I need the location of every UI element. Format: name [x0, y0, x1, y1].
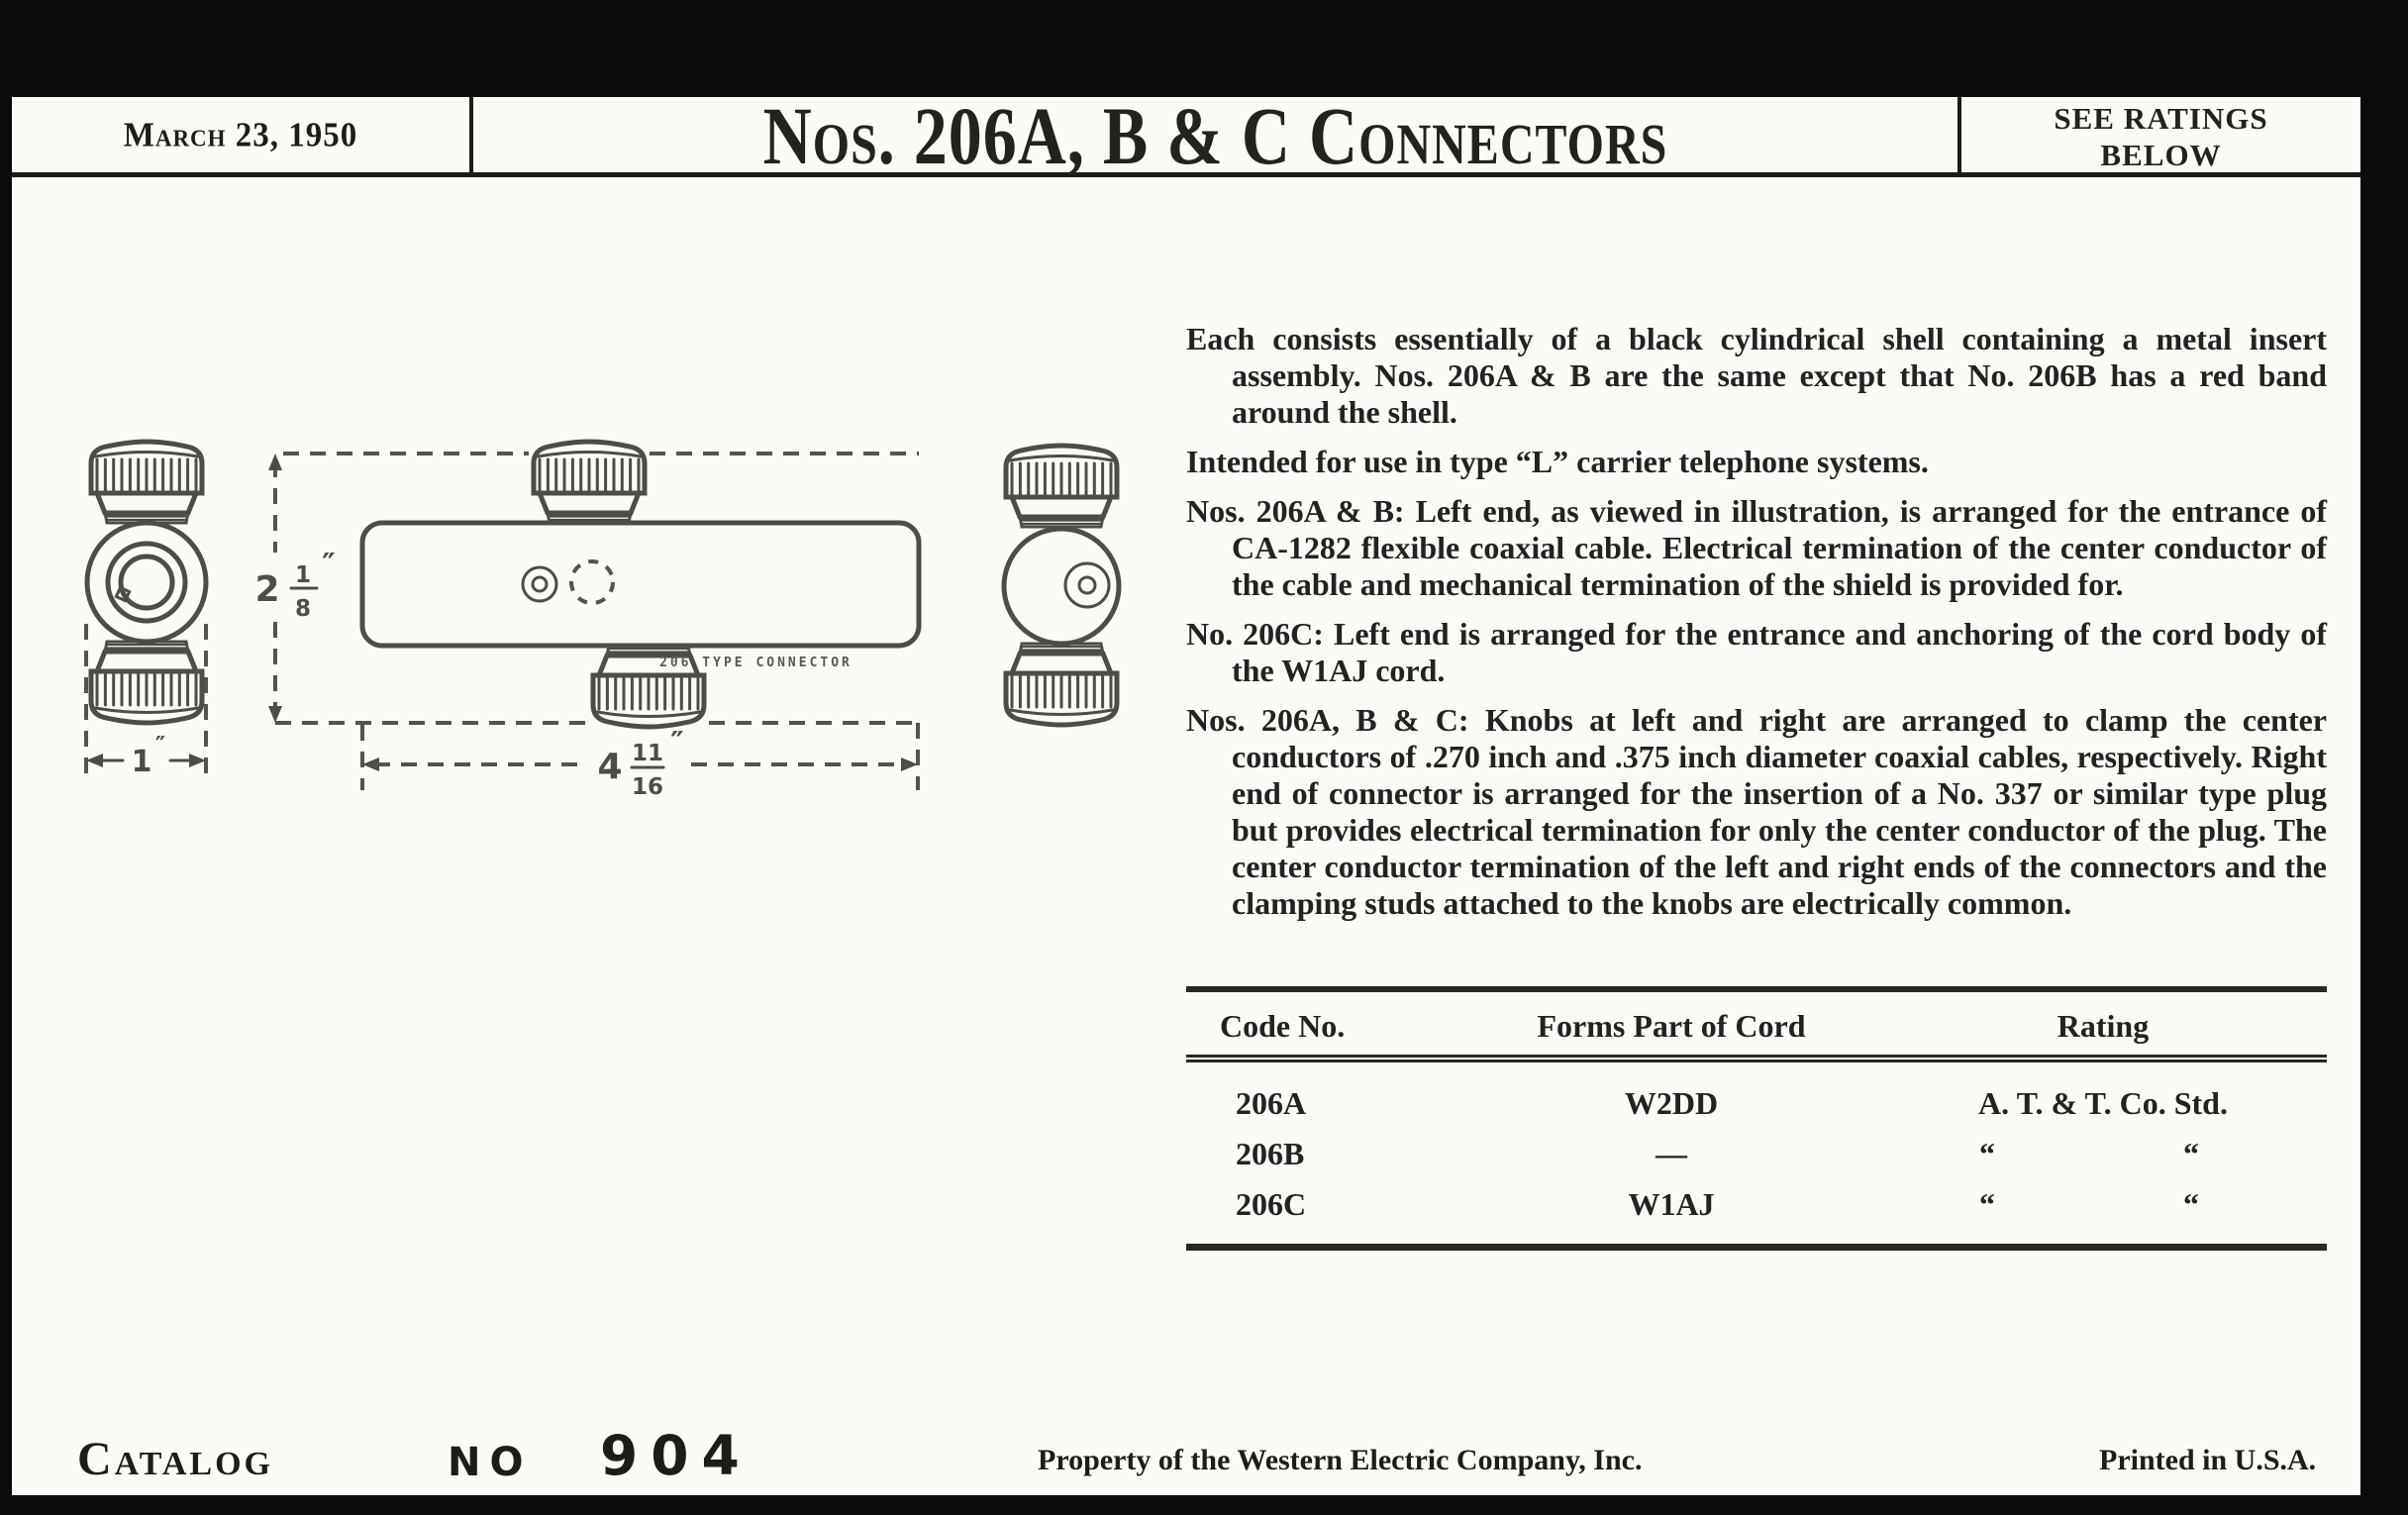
- header-date-cell: [12, 97, 469, 175]
- header: [12, 89, 2360, 182]
- header-ratings-cell: [1957, 97, 2360, 175]
- paragraph-intended-use: Intended for use in type “L” carrier telephone systems.: [1186, 444, 1929, 479]
- dimension-height: [254, 548, 351, 622]
- cord-cell: W1AJ: [1628, 1186, 1715, 1222]
- ratings-note-line1: SEE RATINGS: [2054, 100, 2268, 136]
- dimension-width: [362, 726, 918, 800]
- dim-width-unit: ″: [670, 726, 684, 760]
- paragraph-206c-left-end: No. 206C: Left end is arranged for the entrance and anchoring of the cord body of the W1AJ cord.: [1186, 616, 2327, 688]
- code-cell: 206C: [1236, 1186, 1307, 1222]
- dim-width-whole: 4: [597, 747, 623, 787]
- right-end-view: [1004, 446, 1119, 725]
- paragraph-knobs: Nos. 206A, B & C: Knobs at left and right are arranged to clamp the center conductors of .270 inch and .375 inch diameter coaxial cables, respectively. Right end of connector is arranged for the insertion of a No. 337 or similar type plug but provides electrical termination for only the center conductor of the plug. The center conductor termination of the left and right ends of the connectors and the clamping studs attached to the knobs are electrically common.: [1186, 702, 2327, 921]
- cord-cell: —: [1656, 1136, 1687, 1171]
- footer-printed-note: Printed in U.S.A.: [2099, 1444, 2317, 1476]
- footer-catalog-label: Catalog: [77, 1433, 273, 1485]
- dim-width-denominator: 16: [631, 774, 664, 800]
- dim-height-whole: 2: [254, 569, 280, 610]
- page-title: Nos. 206A, B & C Connectors: [762, 89, 1668, 182]
- ditto-mark: “: [1979, 1186, 1995, 1222]
- cord-cell: W2DD: [1624, 1085, 1719, 1121]
- table-row: [1186, 1129, 2327, 1179]
- issue-date: March 23, 1950: [123, 117, 358, 154]
- code-cell: 206B: [1236, 1136, 1305, 1171]
- dim-height-unit: ″: [322, 548, 336, 582]
- table-row: [1186, 1078, 2327, 1129]
- dimension-left-width: [86, 733, 206, 779]
- footer-catalog-no-label: NO: [448, 1440, 533, 1485]
- rating-cell: [1879, 1136, 2327, 1172]
- rating-cell: [1879, 1186, 2327, 1223]
- table-row: [1186, 1179, 2327, 1230]
- dim-width-numerator: 11: [631, 741, 664, 766]
- side-view: [362, 442, 919, 727]
- ratings-table: [1186, 986, 2327, 1251]
- footer-catalog-number: 904: [600, 1424, 752, 1487]
- column-header-code: Code No.: [1220, 1008, 1346, 1044]
- connector-type-label: 206 TYPE CONNECTOR: [659, 656, 853, 670]
- technical-drawing: [38, 426, 1147, 842]
- dimension-lines: [86, 454, 919, 790]
- ditto-mark: “: [2183, 1186, 2199, 1222]
- column-header-rating: Rating: [2057, 1008, 2150, 1044]
- rating-cell: A. T. & T. Co. Std.: [1978, 1085, 2228, 1121]
- dim-left-width-value: 1: [131, 745, 152, 779]
- ditto-mark: “: [1979, 1136, 1995, 1171]
- catalog-page: [12, 89, 2360, 1495]
- dim-left-width-unit: ″: [154, 733, 166, 758]
- dim-height-denominator: 8: [294, 596, 312, 622]
- header-title-cell: [469, 89, 1957, 182]
- ratings-note: [2054, 100, 2267, 173]
- dim-height-numerator: 1: [294, 562, 312, 588]
- footer-property-note: Property of the Western Electric Company, Inc.: [1038, 1444, 1643, 1476]
- body-text: [1186, 321, 2327, 935]
- left-end-view: [87, 442, 206, 723]
- table-header-row: [1186, 992, 2327, 1062]
- ditto-mark: “: [2183, 1136, 2199, 1171]
- ratings-note-line2: BELOW: [2100, 137, 2222, 172]
- column-header-cord: Forms Part of Cord: [1537, 1008, 1806, 1044]
- code-cell: 206A: [1236, 1085, 1307, 1121]
- paragraph-shell-description: Each consists essentially of a black cylindrical shell containing a metal insert assembly. Nos. 206A & B are the same except that No. 206B has a red band around the shell.: [1186, 321, 2327, 430]
- paragraph-206ab-left-end: Nos. 206A & B: Left end, as viewed in illustration, is arranged for the entrance of CA-1282 flexible coaxial cable. Electrical termination of the center conductor of the cable and mechanical termination of the shield is provided for.: [1186, 493, 2327, 602]
